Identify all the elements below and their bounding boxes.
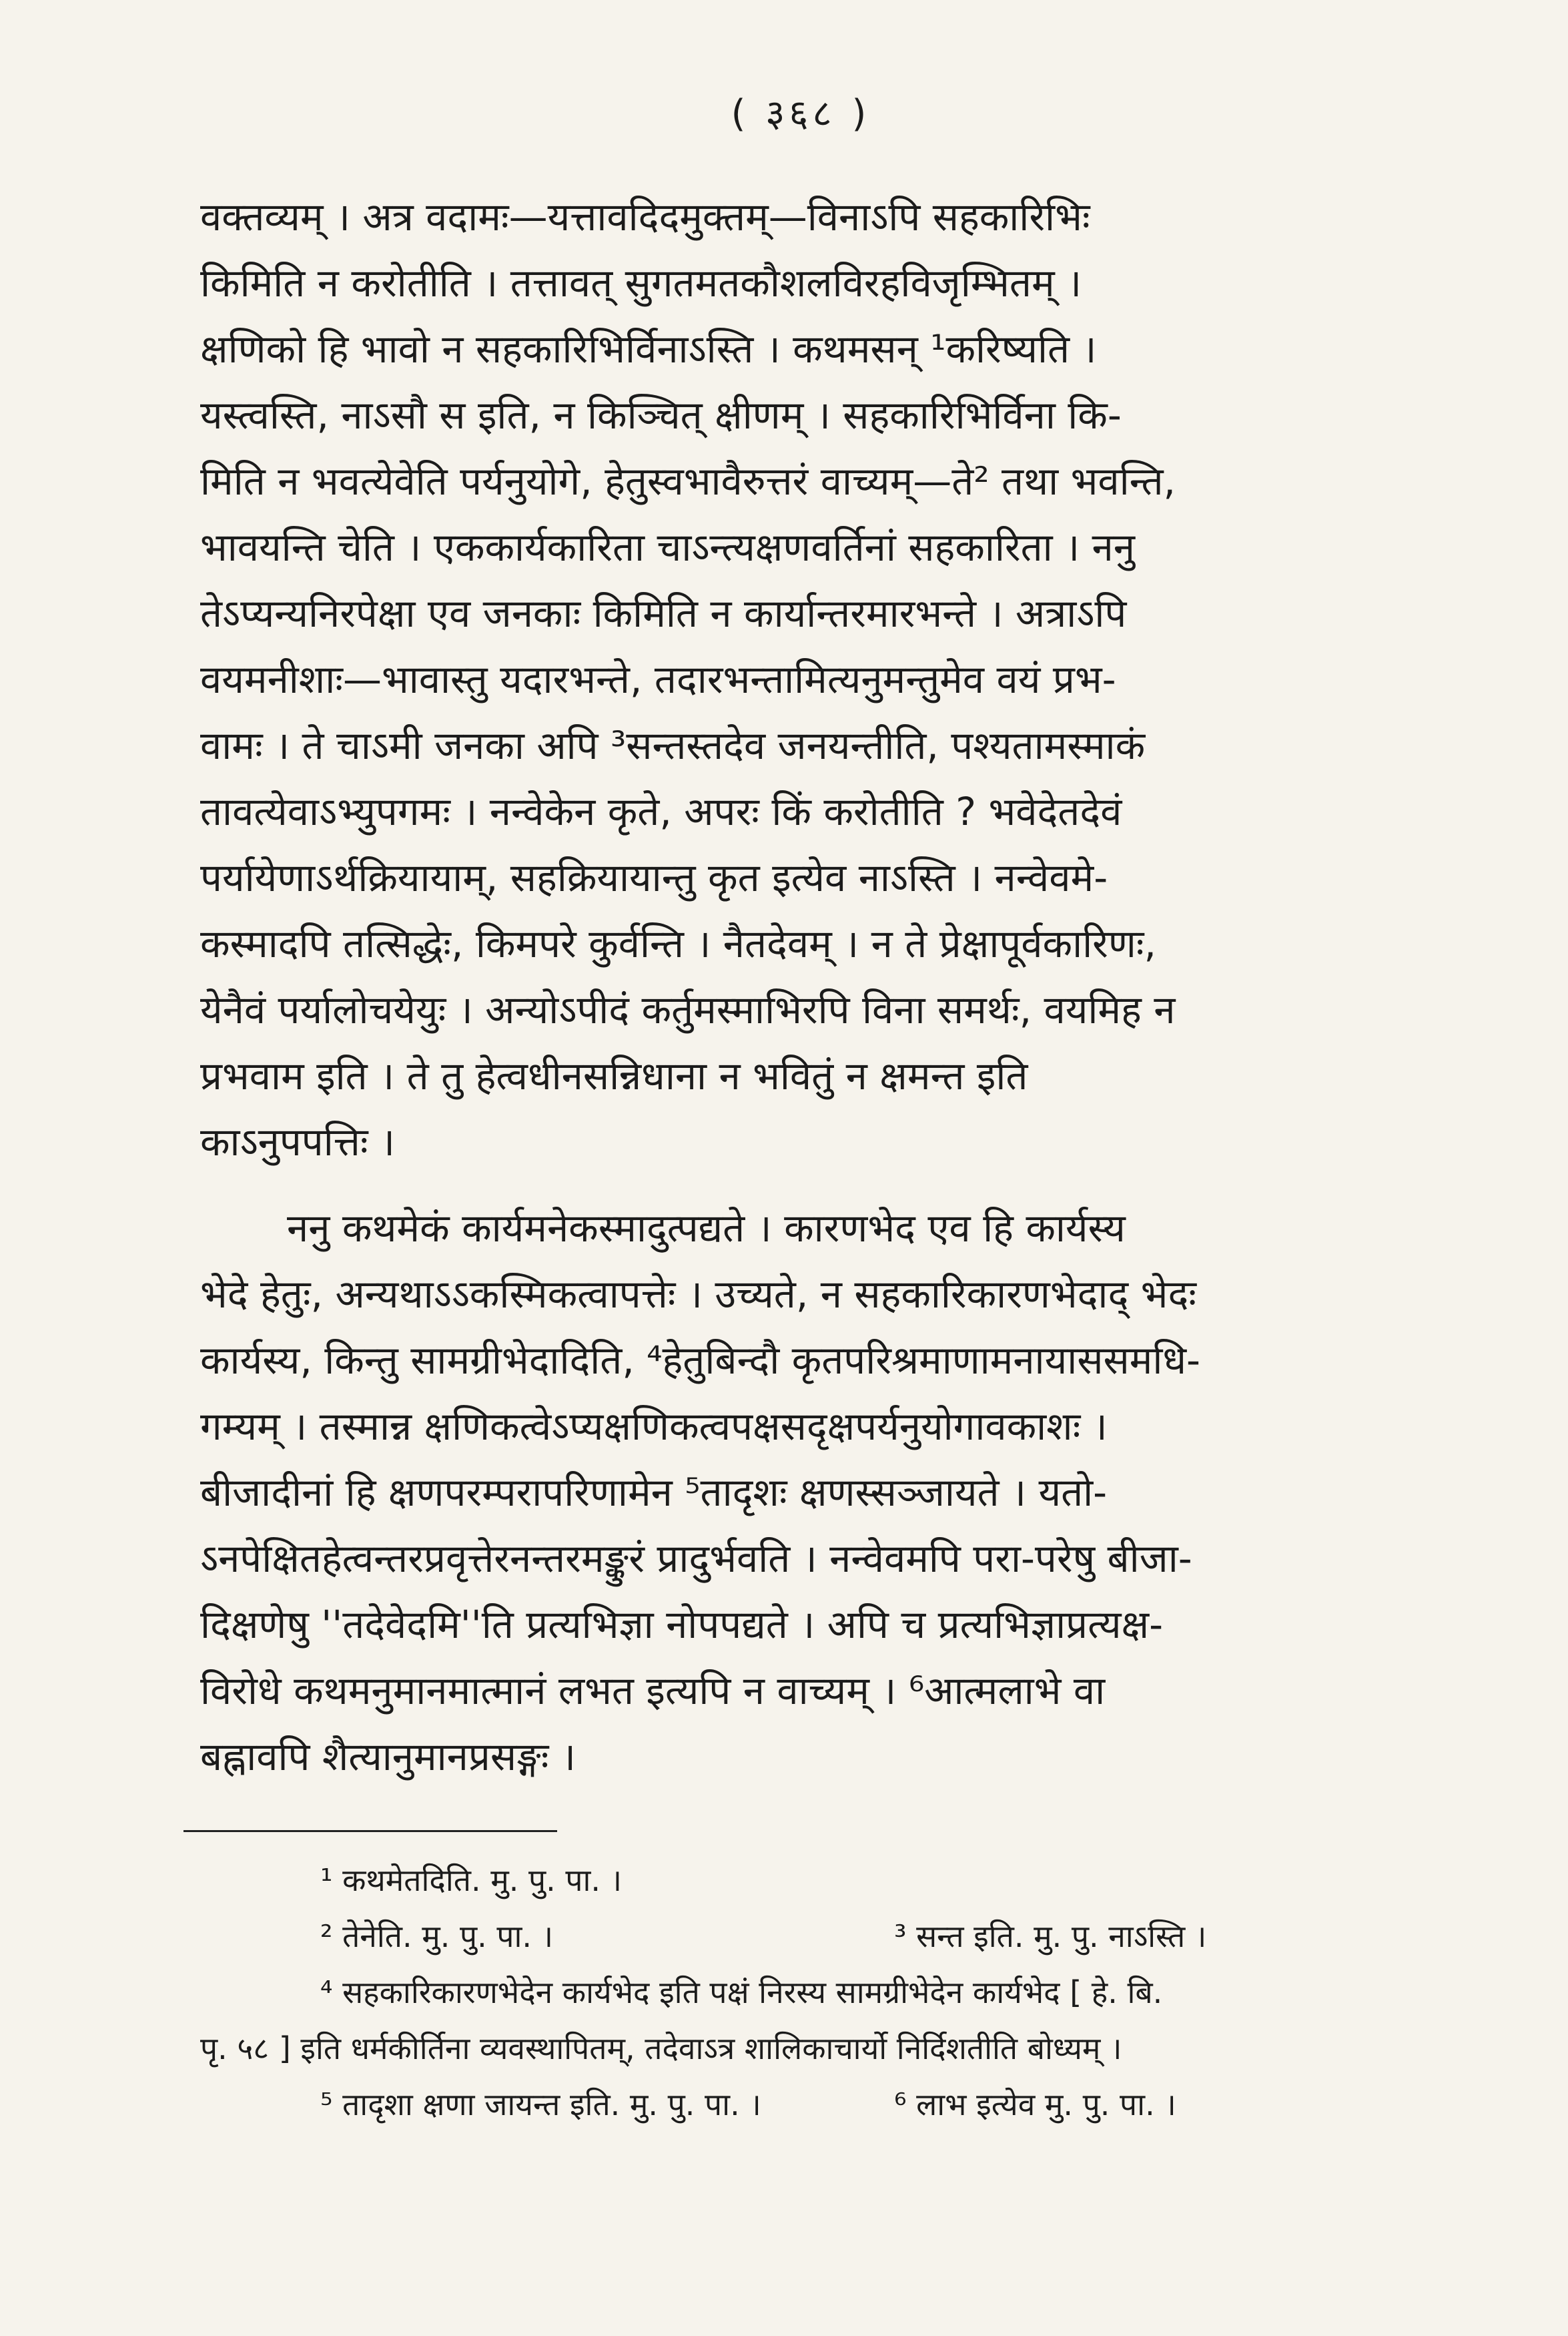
- footnote-5: ⁵ तादृशा क्षणा जायन्त इति. मु. पु. पा. ।: [320, 2086, 761, 2122]
- footnotes: [200, 1852, 1401, 2132]
- page-number: ( ३६८ ): [731, 92, 871, 135]
- text-line: वामः । ते चाऽमी जनका अपि ³सन्तस्तदेव जनयन्तीति, पश्यतामस्माकं: [200, 723, 1146, 768]
- text-line: मिति न भवत्येवेति पर्यनुयोगे, हेतुस्वभावैरुत्तरं वाच्यम्—ते² तथा भवन्ति,: [200, 459, 1176, 504]
- text-line: दिक्षणेषु ''तदेवेदमि''ति प्रत्यभिज्ञा नोपपद्यते । अपि च प्रत्यभिज्ञाप्रत्यक्ष-: [200, 1602, 1164, 1647]
- text-line: किमिति न करोतीति । तत्तावत् सुगतमतकौशलविरहविजृम्भितम् ।: [200, 260, 1082, 306]
- text-line: ऽनपेक्षितहेत्वन्तरप्रवृत्तेरनन्तरमङ्कुरं प्रादुर्भवति । नन्वेवमपि परा-परेषु बीजा-: [200, 1536, 1192, 1581]
- text-line: प्रभवाम इति । ते तु हेत्वधीनसन्निधाना न भवितुं न क्षमन्त इति: [200, 1053, 1028, 1099]
- text-line: वक्तव्यम् । अत्र वदामः—यत्तावदिदमुक्तम्—विनाऽपि सहकारिभिः: [200, 194, 1090, 240]
- text-line: बह्नावपि शैत्यानुमानप्रसङ्गः ।: [200, 1734, 576, 1779]
- footnote-6: ⁶ लाभ इत्येव मु. पु. पा. ।: [894, 2086, 1176, 2122]
- text-line: क्षणिको हि भावो न सहकारिभिर्विनाऽस्ति । कथमसन् ¹करिष्यति ।: [200, 326, 1097, 372]
- footnote-2: ² तेनेति. मु. पु. पा. ।: [320, 1918, 554, 1954]
- footnote-4: ⁴ सहकारिकारणभेदेन कार्यभेद इति पक्षं निरस्य सामग्रीभेदेन कार्यभेद [ हे. बि.: [320, 1974, 1163, 2010]
- footnote-4-continued: पृ. ५८ ] इति धर्मकीर्तिना व्यवस्थापितम्, तदेवाऽत्र शालिकाचार्यो निर्दिशतीति बोध्यम् ।: [200, 2030, 1122, 2066]
- document-page: [200, 87, 1401, 2132]
- text-line: पर्यायेणाऽर्थक्रियायाम्, सहक्रियायान्तु कृत इत्येव नाऽस्ति । नन्वेवमे-: [200, 855, 1108, 900]
- text-line: तावत्येवाऽभ्युपगमः । नन्वेकेन कृते, अपरः किं करोतीति ? भवेदेतदेवं: [200, 789, 1122, 834]
- paragraph: [200, 184, 1401, 1175]
- footnote-1: ¹ कथमेतदिति. मु. पु. पा. ।: [320, 1862, 623, 1898]
- text-line: कस्मादपि तत्सिद्धेः, किमपरे कुर्वन्ति । नैतदेवम् । न ते प्रेक्षापूर्वकारिणः,: [200, 921, 1156, 966]
- text-line: वयमनीशाः—भावास्तु यदारभन्ते, तदारभन्तामित्यनुमन्तुमेव वयं प्रभ-: [200, 657, 1116, 702]
- footnote-3: ³ सन्त इति. मु. पु. नाऽस्ति ।: [894, 1918, 1207, 1954]
- footnote-divider: [183, 1830, 557, 1832]
- paragraph: [200, 1195, 1401, 1790]
- text-line: गम्यम् । तस्मान्न क्षणिकत्वेऽप्यक्षणिकत्वपक्षसदृक्षपर्यनुयोगावकाशः ।: [200, 1404, 1108, 1449]
- footnote-row: [200, 1908, 1401, 1964]
- text-line: कार्यस्य, किन्तु सामग्रीभेदादिति, ⁴हेतुबिन्दौ कृतपरिश्रमाणामनायाससमधि-: [200, 1338, 1200, 1383]
- text-line: येनैवं पर्यालोचयेयुः । अन्योऽपीदं कर्तुमस्माभिरपि विना समर्थः, वयमिह न: [200, 987, 1176, 1033]
- text-line: यस्त्वस्ति, नाऽसौ स इति, न किञ्चित् क्षीणम् । सहकारिभिर्विना कि-: [200, 392, 1122, 438]
- text-line: काऽनुपपत्तिः ।: [200, 1119, 395, 1165]
- footnote-row: [200, 2076, 1401, 2132]
- text-line: भेदे हेतुः, अन्यथाऽऽकस्मिकत्वापत्तेः । उच्यते, न सहकारिकारणभेदाद् भेदः: [200, 1271, 1196, 1317]
- text-line: बीजादीनां हि क्षणपरम्परापरिणामेन ⁵तादृशः क्षणस्सञ्जायते । यतो-: [200, 1470, 1108, 1515]
- text-line: ननु कथमेकं कार्यमनेकस्मादुत्पद्यते । कारणभेद एव हि कार्यस्य: [287, 1205, 1126, 1251]
- text-line: तेऽप्यन्यनिरपेक्षा एव जनकाः किमिति न कार्यान्तरमारभन्ते । अत्राऽपि: [200, 591, 1127, 636]
- text-line: विरोधे कथमनुमानमात्मानं लभत इत्यपि न वाच्यम् । ⁶आत्मलाभे वा: [200, 1668, 1106, 1713]
- text-line: भावयन्ति चेति । एककार्यकारिता चाऽन्त्यक्षणवर्तिनां सहकारिता । ननु: [200, 525, 1135, 570]
